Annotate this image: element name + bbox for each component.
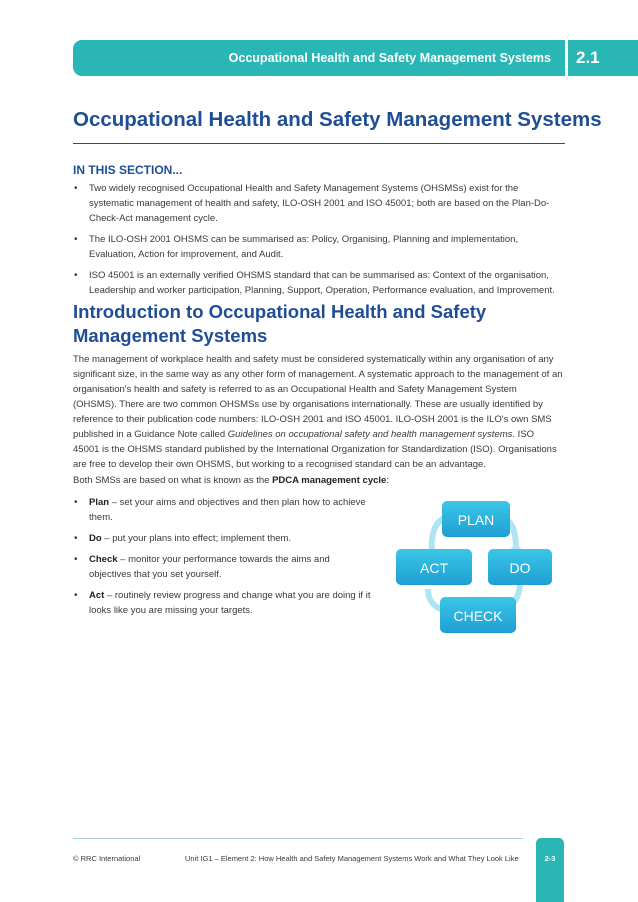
act-label: ACT <box>420 560 448 576</box>
header-bar <box>73 40 565 76</box>
list-item: • The ILO-OSH 2001 OHSMS can be summarised as: Policy, Organising, Planning and implementation, Evaluation, Action for improvement, and Audit. <box>74 234 519 260</box>
intro-heading: Introduction to Occupational Health and Safety Management Systems <box>73 301 487 346</box>
title-rule <box>73 143 565 144</box>
footer-copyright: © RRC International <box>73 854 141 863</box>
bullet-icon: • <box>74 554 78 565</box>
plan-label: PLAN <box>457 512 495 528</box>
intro-paragraph: The management of workplace health and safety must be considered systematically within any organisation of any significant size, in the same way as any other form of management. A systematic approach to the management of an organisation's health and safety is referred to as an Occupational Health and Safety Management System (OHSMS). There are two common OHSMSs use by organisations internationally. These are usually identified by reference to their publication code numbers: ILO-OSH 2001 and ISO 45001. ILO-OSH 2001 is the ILO's own SMS published in a Guidance Note called Guidelines on occupational safety and health management systems. ISO 45001 is the OHSMS standard published by the International Organization for Standardization (ISO). Organisations are free to develop their own OHSMS, but working to a recognised standard can be an advantage. <box>73 354 563 470</box>
bullet-icon: • <box>74 590 78 601</box>
pdca-intro-paragraph: Both SMSs are based on what is known as the PDCA management cycle: <box>73 475 389 486</box>
list-item: • Plan – set your aims and objectives and then plan how to achieve them. <box>74 497 366 523</box>
bullet-icon: • <box>74 533 78 544</box>
in-this-section-list <box>73 181 565 304</box>
page-number: 2-3 <box>544 854 556 863</box>
list-item: • Do – put your plans into effect; implement them. <box>74 533 292 544</box>
list-item: • ISO 45001 is an externally verified OHSMS standard that can be summarised as: Context of the organisation, Leadership and worker participation, Planning, Support, Operation, Performance evaluation, and Improvement. <box>74 270 555 296</box>
pdca-list <box>73 495 373 624</box>
pdca-cycle-diagram <box>394 493 554 635</box>
footer-page-tab <box>536 838 564 902</box>
page-title: Occupational Health and Safety Management Systems <box>73 108 602 131</box>
check-label: CHECK <box>453 608 503 624</box>
bullet-icon: • <box>74 270 78 281</box>
do-label: DO <box>509 560 531 576</box>
in-this-section-heading: IN THIS SECTION... <box>73 163 183 177</box>
footer-unit-title: Unit IG1 – Element 2: How Health and Safety Management Systems Work and What They Look Like <box>185 854 519 863</box>
guidance-note-title: Guidelines on occupational safety and health management systems <box>227 429 513 440</box>
footer-rule <box>73 838 523 839</box>
list-item: • Check – monitor your performance towards the aims and objectives that you set yourself. <box>74 554 330 580</box>
bullet-icon: • <box>74 497 78 508</box>
bullet-icon: • <box>74 234 78 245</box>
section-number: 2.1 <box>568 40 638 76</box>
header-title: Occupational Health and Safety Management Systems <box>228 51 551 65</box>
bullet-icon: • <box>74 183 78 194</box>
list-item: • Two widely recognised Occupational Health and Safety Management Systems (OHSMSs) exist for the systematic management of health and safety, ILO-OSH 2001 and ISO 45001; both are based on the Plan-Do-Check-Act management cycle. <box>74 183 550 224</box>
list-item: • Act – routinely review progress and change what you are doing if it looks like you are missing your targets. <box>74 590 371 616</box>
